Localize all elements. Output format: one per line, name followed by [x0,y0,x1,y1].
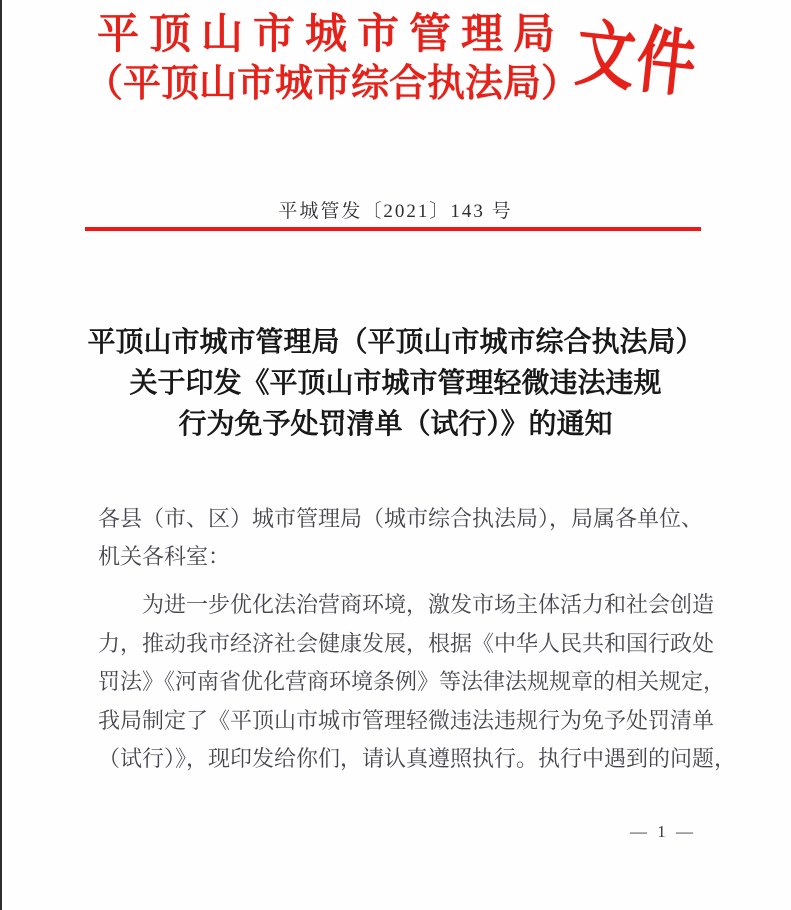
doc-number: 平城管发〔2021〕143 号 [278,201,513,222]
page-number: — 1 — [630,822,696,841]
org-name-line1: 平顶山市城市管理局 [97,12,566,58]
body-line-1: 为进一步优化法治营商环境，激发市场主体活力和社会创造 [142,592,715,617]
document-title-line-3: 行为免予处罚清单（试行）》的通知 [178,409,613,440]
doc-type-label: 文件 [571,14,702,107]
document-title-line-1: 平顶山市城市管理局（平顶山市城市综合执法局） [87,327,704,358]
body-line-4: 我局制定了《平顶山市城市管理轻微违法违规行为免予处罚清单 [98,707,715,733]
org-name-block [85,10,580,106]
addressee-line-1: 各县（市、区）城市管理局（城市综合执法局），局属各单位、 [98,506,704,531]
scan-edge-line [0,0,2,910]
document-title-line-2: 关于印发《平顶山市城市管理轻微违法违规 [129,368,662,399]
letterhead [85,10,715,125]
document-title [40,322,751,445]
addressee-block [98,500,710,576]
red-divider-line [85,227,701,231]
org-name-line2: （平顶山市城市综合执法局） [85,63,580,105]
body-line-5: （试行）》，现印发给你们，请认真遵照执行。执行中遇到的问题， [98,746,737,771]
body-paragraph [98,586,737,779]
addressee-line-2: 机关各科室： [98,544,231,569]
body-line-2: 力，推动我市经济社会健康发展，根据《中华人民共和国行政处 [98,630,715,656]
body-line-3: 罚法》《河南省优化营商环境条例》等法律法规规章的相关规定， [98,669,726,694]
